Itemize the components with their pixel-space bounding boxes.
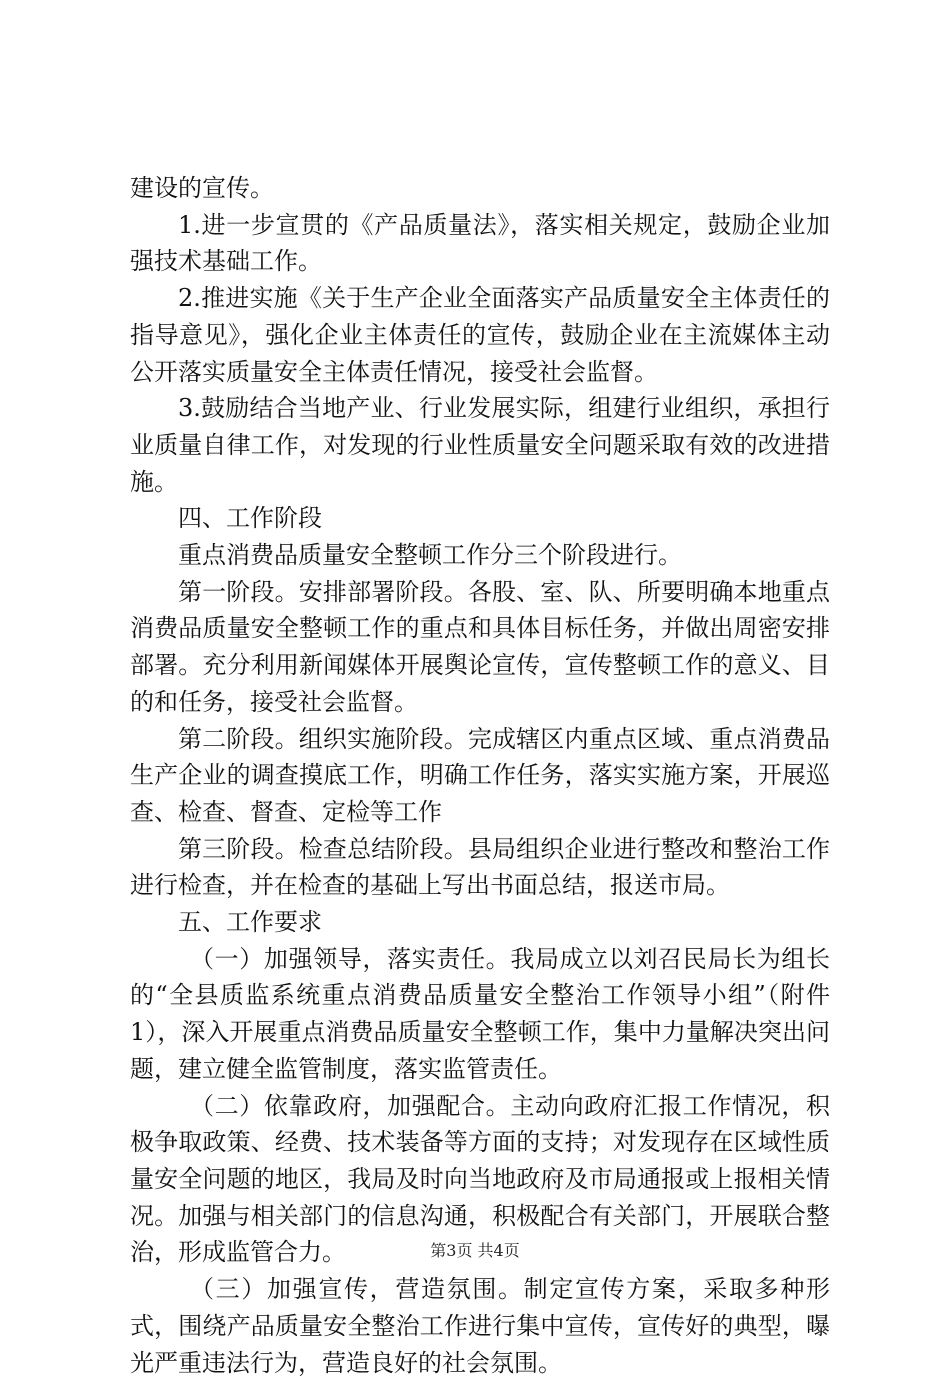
paragraph-requirement-2: （二）依靠政府，加强配合。主动向政府汇报工作情况，积极争取政策、经费、技术装备等方面的支持；对发现存在区域性质量安全问题的地区，我局及时向当地政府及市局通报或上报相关情况。加强与相关部门的信息沟通，积极配合有关部门，开展联合整治，形成监管合力。	[130, 1091, 830, 1267]
document-body	[130, 170, 830, 1381]
paragraph-stages-intro: 重点消费品质量安全整顿工作分三个阶段进行。	[178, 541, 682, 570]
paragraph-item-3: 3.鼓励结合当地产业、行业发展实际，组建行业组织，承担行业质量自律工作，对发现的行业性质量安全问题采取有效的改进措施。	[130, 394, 830, 496]
paragraph-requirement-1: （一）加强领导，落实责任。我局成立以刘召民局长为组长的“全县质监系统重点消费品质量安全整治工作领导小组”（附件1），深入开展重点消费品质量安全整顿工作，集中力量解决突出问题，建立健全监管制度，落实监管责任。	[130, 944, 830, 1083]
paragraph-stage-1: 第一阶段。安排部署阶段。各股、室、队、所要明确本地重点消费品质量安全整顿工作的重点和具体目标任务，并做出周密安排部署。充分利用新闻媒体开展舆论宣传，宣传整顿工作的意义、目的和任务，接受社会监督。	[130, 577, 830, 716]
paragraph-item-2: 2.推进实施《关于生产企业全面落实产品质量安全主体责任的指导意见》，强化企业主体责任的宣传，鼓励企业在主流媒体主动公开落实质量安全主体责任情况，接受社会监督。	[130, 284, 830, 386]
page-number-footer: 第3页 共4页	[430, 1241, 520, 1260]
paragraph-continuation: 建设的宣传。	[130, 174, 274, 202]
section-heading-work-stages: 四、工作阶段	[178, 504, 322, 533]
paragraph-requirement-3: （三）加强宣传，营造氛围。制定宣传方案，采取多种形式，围绕产品质量安全整治工作进行集中宣传，宣传好的典型，曝光严重违法行为，营造良好的社会氛围。	[130, 1275, 830, 1377]
paragraph-item-1: 1.进一步宣贯的《产品质量法》，落实相关规定，鼓励企业加强技术基础工作。	[130, 210, 830, 276]
section-heading-work-requirements: 五、工作要求	[178, 908, 322, 937]
paragraph-stage-3: 第三阶段。检查总结阶段。县局组织企业进行整改和整治工作进行检查，并在检查的基础上写出书面总结，报送市局。	[130, 834, 830, 900]
paragraph-stage-2: 第二阶段。组织实施阶段。完成辖区内重点区域、重点消费品生产企业的调查摸底工作，明确工作任务，落实实施方案，开展巡查、检查、督查、定检等工作	[130, 724, 830, 826]
